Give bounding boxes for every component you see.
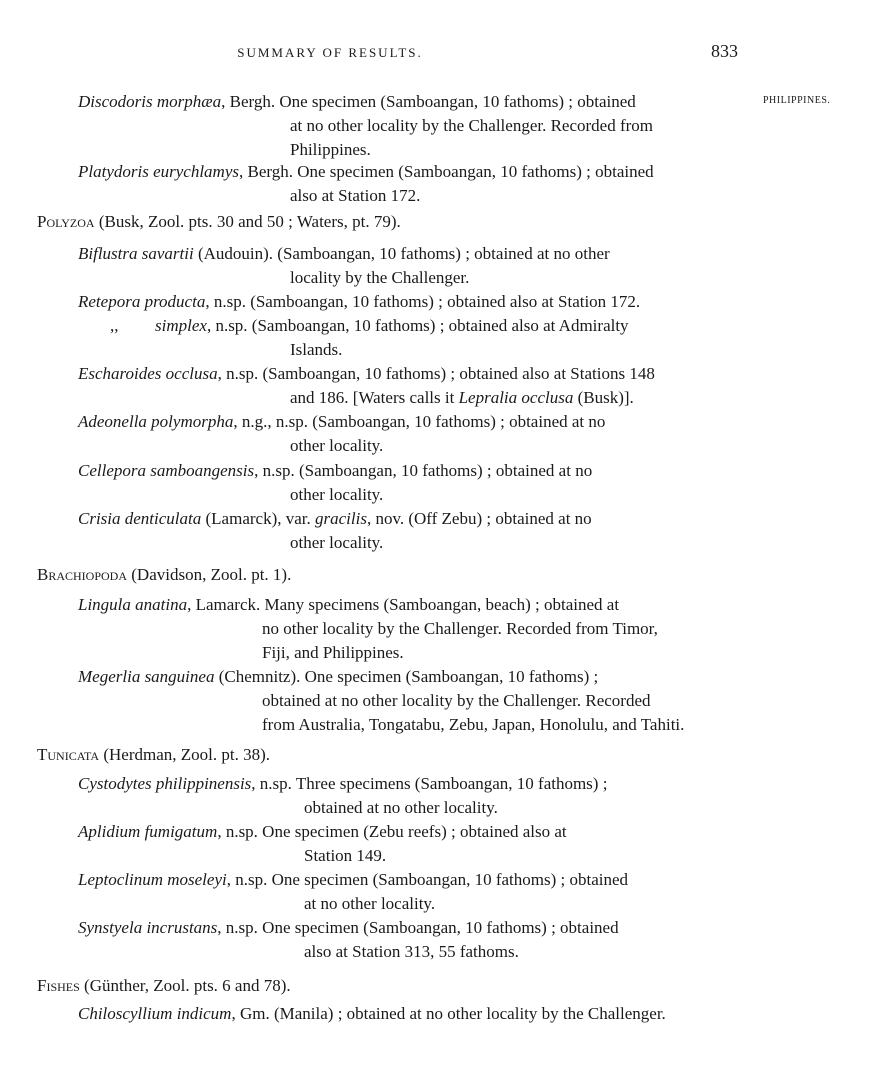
- entry-text: , n.sp. (Samboangan, 10 fathoms) ; obtained at no: [254, 461, 593, 480]
- entry-text: , n.sp. (Samboangan, 10 fathoms) ; obtained also at Station 172.: [205, 292, 641, 311]
- entry-text: (Lamarck), var.: [201, 509, 315, 528]
- entry-text: , Lamarck. Many specimens (Samboangan, beach) ; obtained at: [187, 595, 620, 614]
- species-name: Adeonella polymorpha: [78, 412, 234, 431]
- running-title: SUMMARY OF RESULTS.: [237, 45, 423, 60]
- entry-text: (Audouin). (Samboangan, 10 fathoms) ; obtained at no other: [193, 244, 610, 263]
- species-name: Platydoris eurychlamys: [78, 162, 239, 181]
- species-name: Retepora producta: [78, 292, 206, 311]
- entry-text: , n.sp. One specimen (Samboangan, 10 fathoms) ; obtained: [217, 918, 619, 937]
- entry-text: , Bergh. One specimen (Samboangan, 10 fathoms) ; obtained: [221, 92, 636, 111]
- species-name: Megerlia sanguinea: [78, 667, 215, 686]
- group-heading-fishes: [37, 974, 291, 998]
- entry-line: [78, 242, 610, 266]
- entry-text: (Busk)].: [573, 388, 634, 407]
- entry-line: at no other locality.: [304, 894, 436, 913]
- entry-line: [78, 160, 654, 184]
- entry-line: also at Station 313, 55 fathoms.: [304, 942, 519, 961]
- entry-line: no other locality by the Challenger. Recorded from Timor,: [262, 619, 658, 638]
- margin-note-region: PHILIPPINES.: [763, 95, 831, 106]
- group-name: Brachiopoda: [37, 565, 128, 584]
- entry-line: [78, 916, 619, 940]
- species-name: Synstyela incrustans: [78, 918, 218, 937]
- species-name: Escharoides occlusa: [78, 364, 218, 383]
- group-heading-tunicata: [37, 743, 270, 767]
- species-name: simplex: [155, 316, 207, 335]
- entry-line: obtained at no other locality.: [304, 798, 498, 817]
- entry-text: , nov. (Off Zebu) ; obtained at no: [366, 509, 592, 528]
- entry-text: , Bergh. One specimen (Samboangan, 10 fathoms) ; obtained: [239, 162, 654, 181]
- entry-line: Philippines.: [290, 140, 371, 159]
- group-citation: (Busk, Zool. pts. 30 and 50 ; Waters, pt. 79).: [94, 212, 401, 231]
- entry-line: obtained at no other locality by the Challenger. Recorded: [262, 691, 651, 710]
- entry-text: , Gm. (Manila) ; obtained at no other locality by the Challenger.: [231, 1004, 666, 1023]
- entry-line: [78, 772, 607, 796]
- entry-line: locality by the Challenger.: [290, 268, 470, 287]
- entry-text: , n.sp. (Samboangan, 10 fathoms) ; obtained also at Stations 148: [217, 364, 655, 383]
- entry-line: [78, 290, 640, 314]
- entry-line: [78, 362, 655, 386]
- species-name: Chiloscyllium indicum: [78, 1004, 232, 1023]
- species-name: Leptoclinum moseleyi: [78, 870, 227, 889]
- entry-line: Fiji, and Philippines.: [262, 643, 404, 662]
- entry-line: [290, 386, 634, 410]
- group-citation: (Herdman, Zool. pt. 38).: [99, 745, 270, 764]
- entry-line: other locality.: [290, 485, 384, 504]
- group-heading-polyzoa: [37, 210, 401, 234]
- entry-line: [155, 314, 629, 338]
- species-name: Cellepora samboangensis: [78, 461, 255, 480]
- species-name: Cystodytes philippinensis: [78, 774, 252, 793]
- page-number: 833: [711, 41, 738, 61]
- group-name: Fishes: [37, 976, 80, 995]
- entry-line: other locality.: [290, 436, 384, 455]
- ditto-mark: ,,: [110, 316, 119, 335]
- entry-line: from Australia, Tongatabu, Zebu, Japan, Honolulu, and Tahiti.: [262, 715, 685, 734]
- group-name: Polyzoa: [37, 212, 95, 231]
- entry-text: and 186. [Waters calls it: [290, 388, 459, 407]
- group-heading-brachiopoda: [37, 563, 291, 587]
- group-name: Tunicata: [37, 745, 100, 764]
- entry-line: [78, 593, 619, 617]
- entry-text: , n.sp. One specimen (Zebu reefs) ; obtained also at: [217, 822, 567, 841]
- variety-name: gracilis: [315, 509, 367, 528]
- species-name: Biflustra savartii: [78, 244, 194, 263]
- entry-line: also at Station 172.: [290, 186, 421, 205]
- entry-text: , n.sp. One specimen (Samboangan, 10 fathoms) ; obtained: [226, 870, 629, 889]
- entry-line: [78, 820, 567, 844]
- group-citation: (Günther, Zool. pts. 6 and 78).: [79, 976, 291, 995]
- entry-text: , n.sp. Three specimens (Samboangan, 10 fathoms) ;: [251, 774, 608, 793]
- entry-text: , n.sp. (Samboangan, 10 fathoms) ; obtained also at Admiralty: [206, 316, 629, 335]
- entry-line: other locality.: [290, 533, 384, 552]
- synonym-name: Lepralia occlusa: [458, 388, 574, 407]
- entry-line: at no other locality by the Challenger. Recorded from: [290, 116, 654, 135]
- group-citation: (Davidson, Zool. pt. 1).: [127, 565, 292, 584]
- entry-line: [78, 507, 592, 531]
- species-name: Lingula anatina: [78, 595, 188, 614]
- entry-text: , n.g., n.sp. (Samboangan, 10 fathoms) ; obtained at no: [233, 412, 606, 431]
- entry-line: [78, 665, 598, 689]
- species-name: Aplidium fumigatum: [78, 822, 218, 841]
- entry-line: [78, 868, 628, 892]
- entry-line: [78, 459, 592, 483]
- species-name: Discodoris morphæa: [78, 92, 222, 111]
- entry-line: [78, 410, 605, 434]
- species-name: Crisia denticulata: [78, 509, 202, 528]
- entry-line: Islands.: [290, 340, 343, 359]
- entry-line: [78, 90, 636, 114]
- entry-line: [78, 1002, 666, 1026]
- entry-text: (Chemnitz). One specimen (Samboangan, 10 fathoms) ;: [214, 667, 599, 686]
- entry-line: Station 149.: [304, 846, 387, 865]
